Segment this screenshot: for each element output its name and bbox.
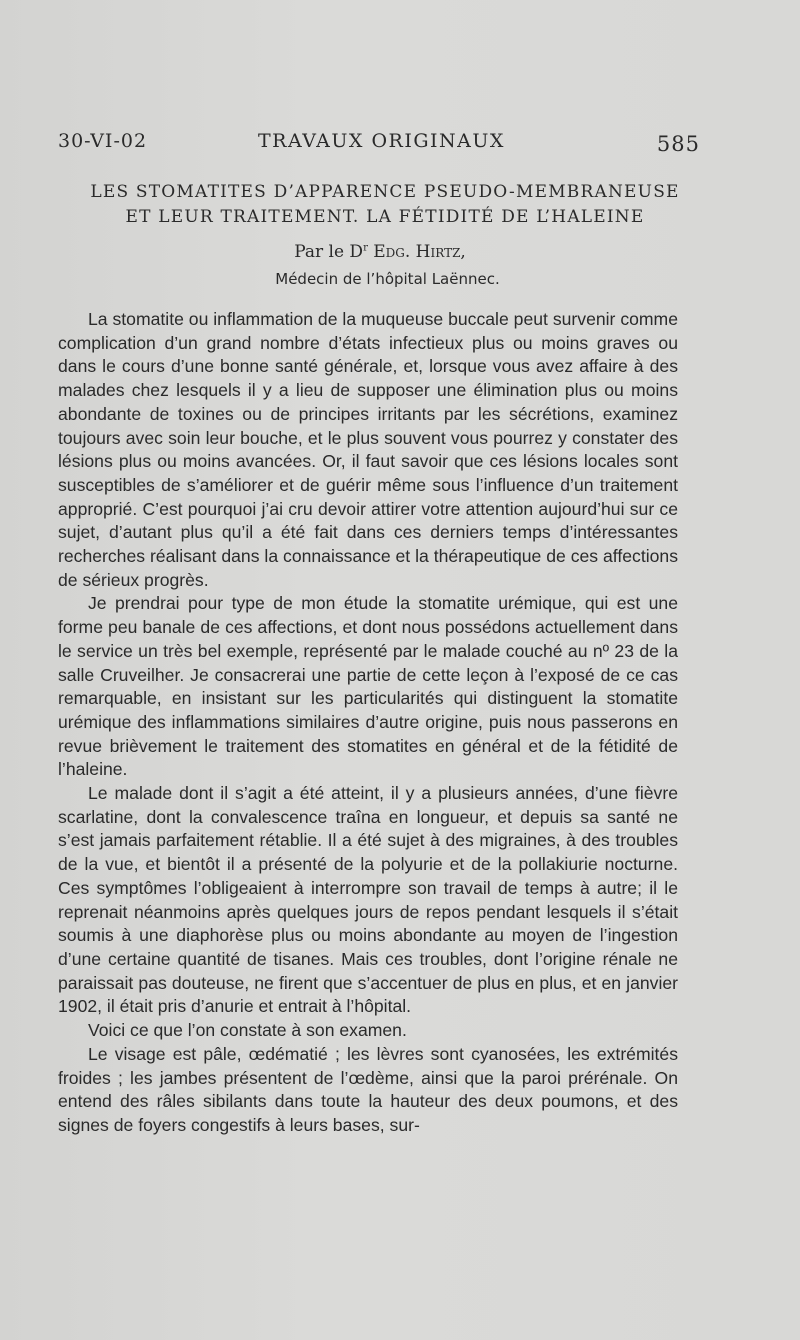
byline-sup: r — [363, 242, 368, 254]
article-body — [58, 308, 678, 1138]
running-header — [58, 130, 700, 160]
paragraph: Le malade dont il s’agit a été atteint, il y a plusieurs années, d’une fièvre scarlatine, dont la convalescence traîna en longueur, et depuis sa santé ne s’est jamais parfaitement rétablie. Il a été sujet à des migraines, à des troubles de la vue, et bientôt il a présenté de la polyurie et de la pollakiurie nocturne. Ces symptômes l’obligeaient à interrompre son travail de temps à autre; il le reprenait néanmoins après quelques jours de repos pendant lesquels il s’était soumis à une diaphorèse plus ou moins abondante au moyen de l’ingestion d’une certaine quantité de tisanes. Mais ces troubles, dont l’origine rénale ne paraissait pas douteuse, ne firent que s’accentuer de plus en plus, et en janvier 1902, il était pris d’anurie et entrait à l’hôpital. — [58, 783, 678, 1017]
paragraph: Voici ce que l’on constate à son examen. — [88, 1020, 407, 1041]
byline-prefix: Par le D — [294, 242, 364, 262]
header-date: 30-VI-02 — [58, 130, 148, 152]
article-title-line-2: ET LEUR TRAITEMENT. LA FÉTIDITÉ DE L’HALEINE — [125, 207, 645, 227]
paragraph: Le visage est pâle, œdématié ; les lèvres sont cyanosées, les extrémités froides ; les jambes présentent de l’œdème, ainsi que la paroi prérénale. On entend des râles sibilants dans toute la hauteur des deux poumons, et des signes de foyers congestifs à leurs bases, sur- — [58, 1043, 678, 1135]
author-name: Edg. Hirtz, — [373, 242, 466, 262]
paragraph: La stomatite ou inflammation de la muqueuse buccale peut survenir comme complication d’un grand nombre d’états infectieux plus ou moins graves ou dans le cours d’une bonne santé générale, et, lorsque vous avez affaire à des malades chez lesquels il y a lieu de supposer une élimination plus ou moins abondante de toxines ou de principes irritants par les sécrétions, examinez toujours avec soin leur bouche, et le plus souvent vous pourrez y constater des lésions plus ou moins avancées. Or, il faut savoir que ces lésions locales sont susceptibles de s’améliorer et de guérir même sous l’influence d’un traitement approprié. C’est pourquoi j’ai cru devoir attirer votre attention aujourd’hui sur ce sujet, d’autant plus qu’il a été fait dans ces derniers temps d’intéressantes recherches réalisant dans la connaissance et la thérapeutique de ces affections de sérieux progrès. — [58, 309, 678, 590]
article-title-line-1: LES STOMATITES D’APPARENCE PSEUDO-MEMBRANEUSE — [90, 182, 680, 202]
author-affiliation: Médecin de l’hôpital Laënnec. — [275, 270, 500, 288]
byline — [0, 242, 760, 262]
paragraph: Je prendrai pour type de mon étude la stomatite urémique, qui est une forme peu banale de ces affections, et dont nous possédons actuellement dans le service un très bel exemple, représenté par le malade couché au nº 23 de la salle Cruveilher. Je consacrerai une partie de cette leçon à l’exposé de ce cas remarquable, en insistant sur les particularités qui distinguent la stomatite urémique des inflammations similaires d’autre origine, puis nous passerons en revue brièvement le traitement des stomatites en général et de la fétidité de l’haleine. — [58, 593, 678, 780]
page-number: 585 — [656, 132, 700, 156]
header-section: TRAVAUX ORIGINAUX — [258, 130, 505, 152]
